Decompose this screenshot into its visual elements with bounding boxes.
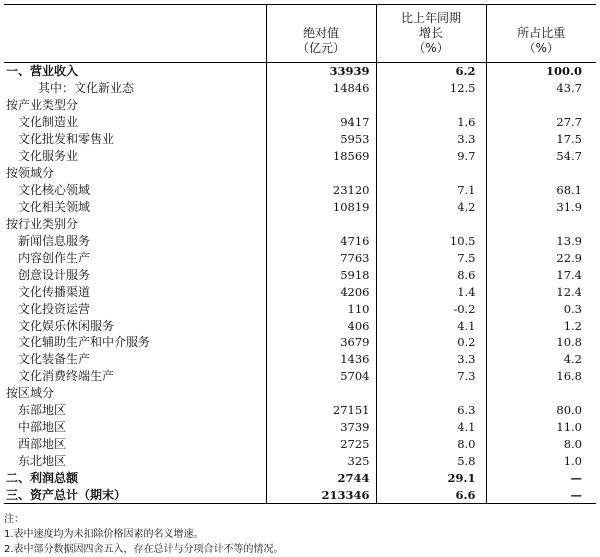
table-notes	[4, 512, 284, 557]
table-row	[4, 385, 596, 402]
row-label: 按产业类型分	[6, 98, 79, 113]
row-share-value: 22.9	[486, 249, 596, 266]
row-absolute-value: 18569	[266, 148, 376, 165]
row-share-value: 4.2	[486, 351, 596, 368]
row-growth-value: 4.2	[376, 199, 486, 216]
table-row	[4, 114, 596, 131]
row-share-value	[486, 385, 596, 402]
table-row	[4, 436, 596, 453]
row-absolute-value: 5918	[266, 266, 376, 283]
row-label: 按领域分	[6, 166, 55, 181]
header-absolute-unit: （亿元）	[296, 41, 345, 55]
table-row	[4, 165, 596, 182]
row-share-value: 16.8	[486, 368, 596, 385]
statistics-table	[4, 4, 596, 504]
table-header-row	[4, 5, 596, 63]
row-absolute-value	[266, 97, 376, 114]
row-growth-value: 7.1	[376, 182, 486, 199]
row-share-value: 43.7	[486, 80, 596, 97]
row-label: 文化传播渠道	[18, 284, 91, 299]
row-absolute-value: 33939	[266, 63, 376, 80]
row-label: 二、利润总额	[6, 470, 79, 485]
row-growth-value	[376, 385, 486, 402]
row-growth-value: 4.1	[376, 317, 486, 334]
row-absolute-value: 14846	[266, 80, 376, 97]
row-growth-value	[376, 165, 486, 182]
row-share-value: 17.4	[486, 266, 596, 283]
row-share-value: 12.4	[486, 283, 596, 300]
row-share-value: 1.2	[486, 317, 596, 334]
header-absolute-value	[266, 5, 376, 63]
row-growth-value: -0.2	[376, 300, 486, 317]
table-row	[4, 486, 596, 503]
table-row	[4, 182, 596, 199]
table-row	[4, 351, 596, 368]
row-share-value: 0.3	[486, 300, 596, 317]
row-absolute-value: 10819	[266, 199, 376, 216]
note-line-1: 1.表中速度均为未扣除价格因素的名义增速。	[4, 529, 204, 540]
notes-title: 注：	[4, 514, 24, 525]
row-share-value: —	[486, 486, 596, 503]
row-absolute-value: 213346	[266, 486, 376, 503]
row-label: 新闻信息服务	[18, 233, 91, 248]
row-growth-value: 6.6	[376, 486, 486, 503]
row-absolute-value: 5704	[266, 368, 376, 385]
row-growth-value: 6.3	[376, 402, 486, 419]
table-row	[4, 199, 596, 216]
table-row	[4, 266, 596, 283]
row-label: 文化相关领域	[18, 199, 91, 214]
row-absolute-value: 406	[266, 317, 376, 334]
table-row	[4, 283, 596, 300]
table-row	[4, 300, 596, 317]
row-absolute-value: 4206	[266, 283, 376, 300]
row-label: 文化娱乐休闲服务	[18, 318, 115, 333]
row-label: 创意设计服务	[18, 267, 91, 282]
row-label: 东部地区	[18, 403, 67, 418]
row-growth-value: 3.3	[376, 351, 486, 368]
row-absolute-value: 3679	[266, 334, 376, 351]
row-share-value: 1.0	[486, 453, 596, 470]
table-row	[4, 97, 596, 114]
table-row	[4, 402, 596, 419]
note-line-2: 2.表中部分数据因四舍五入，存在总计与分项合计不等的情况。	[4, 544, 284, 555]
row-label: 东北地区	[18, 454, 67, 469]
row-label: 中部地区	[18, 420, 67, 435]
table-row	[4, 317, 596, 334]
row-label: 文化辅助生产和中介服务	[18, 335, 151, 350]
row-share-value	[486, 97, 596, 114]
row-growth-value	[376, 97, 486, 114]
row-label: 文化消费终端生产	[18, 369, 115, 384]
header-growth-unit: （%）	[413, 41, 449, 55]
header-share-label: 所占比重	[517, 26, 566, 40]
row-absolute-value: 2744	[266, 470, 376, 487]
row-absolute-value: 7763	[266, 249, 376, 266]
row-label: 内容创作生产	[18, 250, 91, 265]
row-growth-value: 9.7	[376, 148, 486, 165]
table-row	[4, 470, 596, 487]
row-label: 西部地区	[18, 437, 67, 452]
row-growth-value: 6.2	[376, 63, 486, 80]
row-share-value: 11.0	[486, 419, 596, 436]
row-growth-value: 8.0	[376, 436, 486, 453]
row-growth-value: 0.2	[376, 334, 486, 351]
row-share-value	[486, 215, 596, 232]
row-absolute-value: 4716	[266, 232, 376, 249]
table-row	[4, 131, 596, 148]
row-label: 一、营业收入	[4, 63, 266, 80]
row-absolute-value: 9417	[266, 114, 376, 131]
header-share-unit: （%）	[523, 41, 559, 55]
row-label: 文化投资运营	[18, 301, 91, 316]
row-absolute-value	[266, 215, 376, 232]
header-growth	[376, 5, 486, 63]
row-share-value: 31.9	[486, 199, 596, 216]
row-growth-value: 3.3	[376, 131, 486, 148]
row-absolute-value: 2725	[266, 436, 376, 453]
row-label: 按行业类别分	[6, 216, 79, 231]
row-growth-value: 1.6	[376, 114, 486, 131]
header-blank-cell	[4, 5, 266, 63]
row-absolute-value: 27151	[266, 402, 376, 419]
table-row	[4, 453, 596, 470]
row-absolute-value: 23120	[266, 182, 376, 199]
row-share-value: 13.9	[486, 232, 596, 249]
row-absolute-value: 110	[266, 300, 376, 317]
row-growth-value: 1.4	[376, 283, 486, 300]
row-share-value: 8.0	[486, 436, 596, 453]
row-absolute-value	[266, 385, 376, 402]
row-share-value: 17.5	[486, 131, 596, 148]
row-share-value: —	[486, 470, 596, 487]
header-growth-label: 比上年同期	[400, 11, 461, 25]
row-label: 文化核心领域	[18, 183, 91, 198]
row-absolute-value: 3739	[266, 419, 376, 436]
row-share-value: 80.0	[486, 402, 596, 419]
row-growth-value: 12.5	[376, 80, 486, 97]
table-row	[4, 419, 596, 436]
table-row	[4, 215, 596, 232]
row-absolute-value	[266, 165, 376, 182]
row-share-value: 10.8	[486, 334, 596, 351]
table-row	[4, 232, 596, 249]
row-absolute-value: 1436	[266, 351, 376, 368]
row-growth-value: 7.5	[376, 249, 486, 266]
row-growth-value: 10.5	[376, 232, 486, 249]
row-absolute-value: 5953	[266, 131, 376, 148]
row-share-value: 54.7	[486, 148, 596, 165]
row-growth-value: 29.1	[376, 470, 486, 487]
row-growth-value: 5.8	[376, 453, 486, 470]
row-share-value	[486, 165, 596, 182]
table-row	[4, 368, 596, 385]
table-row	[4, 63, 596, 80]
table-row	[4, 249, 596, 266]
row-label: 按区域分	[6, 386, 55, 401]
table-row	[4, 148, 596, 165]
row-label: 文化制造业	[18, 115, 79, 130]
header-share	[486, 5, 596, 63]
row-label: 三、资产总计（期末）	[4, 486, 266, 503]
row-share-value: 100.0	[486, 63, 596, 80]
header-absolute-label: 绝对值	[302, 26, 339, 40]
table-row	[4, 80, 596, 97]
row-share-value: 27.7	[486, 114, 596, 131]
row-growth-value	[376, 215, 486, 232]
row-growth-value: 8.6	[376, 266, 486, 283]
row-label: 其中：文化新业态	[38, 81, 135, 96]
table-body	[4, 63, 596, 504]
table-row	[4, 334, 596, 351]
row-absolute-value: 325	[266, 453, 376, 470]
row-growth-value: 7.3	[376, 368, 486, 385]
row-label: 文化服务业	[18, 149, 79, 164]
row-label: 文化批发和零售业	[18, 132, 115, 147]
header-growth-label-2: 增长	[418, 26, 443, 40]
row-label: 文化装备生产	[18, 352, 91, 367]
row-share-value: 68.1	[486, 182, 596, 199]
row-growth-value: 4.1	[376, 419, 486, 436]
